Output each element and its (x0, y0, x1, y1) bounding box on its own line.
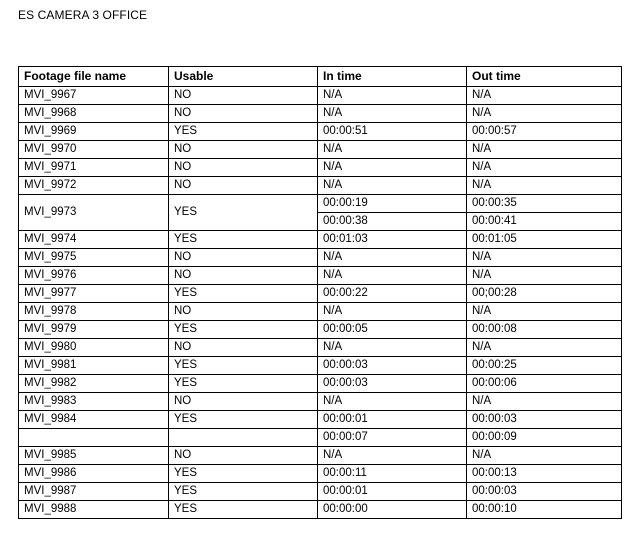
cell-file-name: MVI_9969 (19, 123, 169, 141)
cell-out-time: N/A (467, 267, 622, 285)
cell-file-name: MVI_9982 (19, 375, 169, 393)
cell-usable: NO (169, 447, 318, 465)
cell-in-time: 00:00:01 (318, 411, 467, 429)
cell-in-time: 00:01:03 (318, 231, 467, 249)
table-header-row (19, 67, 622, 87)
cell-in-time: N/A (318, 249, 467, 267)
cell-out-time: 00:00:25 (467, 357, 622, 375)
cell-file-name: MVI_9970 (19, 141, 169, 159)
table-row (19, 87, 622, 105)
cell-usable: NO (169, 159, 318, 177)
cell-out-time: N/A (467, 249, 622, 267)
header-out-time: Out time (467, 67, 622, 87)
table-row (19, 321, 622, 339)
cell-usable: YES (169, 285, 318, 303)
cell-file-name: MVI_9968 (19, 105, 169, 123)
table-row (19, 141, 622, 159)
cell-usable: YES (169, 231, 318, 249)
cell-out-time: 00:00:09 (467, 429, 622, 447)
cell-in-time: N/A (318, 105, 467, 123)
cell-usable: NO (169, 303, 318, 321)
table-row (19, 105, 622, 123)
table-row (19, 159, 622, 177)
cell-usable: YES (169, 357, 318, 375)
cell-out-time: 00:00:06 (467, 375, 622, 393)
cell-in-time: 00:00:03 (318, 375, 467, 393)
cell-out-time: N/A (467, 339, 622, 357)
cell-file-name: MVI_9985 (19, 447, 169, 465)
cell-out-time: 00;00:28 (467, 285, 622, 303)
cell-usable: YES (169, 321, 318, 339)
cell-file-name: MVI_9974 (19, 231, 169, 249)
header-in-time: In time (318, 67, 467, 87)
cell-usable: NO (169, 105, 318, 123)
cell-file-name: MVI_9979 (19, 321, 169, 339)
cell-out-time: N/A (467, 87, 622, 105)
cell-in-time: 00:00:51 (318, 123, 467, 141)
header-usable: Usable (169, 67, 318, 87)
cell-out-time: N/A (467, 105, 622, 123)
cell-out-time: 00:01:05 (467, 231, 622, 249)
cell-usable: YES (169, 465, 318, 483)
cell-out-time: 00:00:35 (467, 195, 622, 213)
cell-out-time: 00:00:08 (467, 321, 622, 339)
footage-table (18, 66, 622, 519)
cell-file-name (19, 429, 169, 447)
cell-out-time: N/A (467, 159, 622, 177)
table-body (19, 87, 622, 519)
cell-in-time: N/A (318, 177, 467, 195)
cell-out-time: 00:00:41 (467, 213, 622, 231)
cell-in-time: 00:00:05 (318, 321, 467, 339)
cell-file-name: MVI_9967 (19, 87, 169, 105)
cell-in-time: N/A (318, 339, 467, 357)
table-row (19, 357, 622, 375)
cell-in-time: N/A (318, 303, 467, 321)
table-row (19, 231, 622, 249)
cell-file-name: MVI_9988 (19, 501, 169, 519)
cell-file-name: MVI_9972 (19, 177, 169, 195)
cell-file-name: MVI_9987 (19, 483, 169, 501)
cell-file-name: MVI_9971 (19, 159, 169, 177)
cell-in-time: 00:00:38 (318, 213, 467, 231)
table-row (19, 249, 622, 267)
cell-usable: YES (169, 501, 318, 519)
cell-out-time: 00:00:10 (467, 501, 622, 519)
cell-out-time: N/A (467, 303, 622, 321)
cell-in-time: 00:00:03 (318, 357, 467, 375)
cell-out-time: 00:00:03 (467, 483, 622, 501)
cell-file-name: MVI_9986 (19, 465, 169, 483)
cell-in-time: 00:00:01 (318, 483, 467, 501)
table-row (19, 267, 622, 285)
table-row (19, 195, 622, 213)
cell-out-time: N/A (467, 141, 622, 159)
cell-usable: NO (169, 393, 318, 411)
table-row (19, 465, 622, 483)
cell-out-time: N/A (467, 177, 622, 195)
cell-out-time: N/A (467, 447, 622, 465)
cell-in-time: N/A (318, 141, 467, 159)
table-row (19, 285, 622, 303)
table-row (19, 375, 622, 393)
cell-file-name: MVI_9980 (19, 339, 169, 357)
cell-usable: NO (169, 141, 318, 159)
cell-in-time: N/A (318, 267, 467, 285)
cell-usable: NO (169, 339, 318, 357)
cell-usable: NO (169, 267, 318, 285)
cell-file-name: MVI_9976 (19, 267, 169, 285)
table-row (19, 483, 622, 501)
cell-in-time: N/A (318, 87, 467, 105)
cell-usable: YES (169, 195, 318, 231)
document-title: ES CAMERA 3 OFFICE (18, 8, 148, 22)
cell-in-time: 00:00:19 (318, 195, 467, 213)
table-row (19, 447, 622, 465)
cell-file-name: MVI_9977 (19, 285, 169, 303)
cell-usable: YES (169, 123, 318, 141)
cell-usable: NO (169, 249, 318, 267)
cell-usable: YES (169, 375, 318, 393)
cell-file-name: MVI_9978 (19, 303, 169, 321)
table-row (19, 429, 622, 447)
table-row (19, 177, 622, 195)
cell-in-time: N/A (318, 447, 467, 465)
cell-in-time: N/A (318, 393, 467, 411)
cell-file-name: MVI_9973 (19, 195, 169, 231)
header-footage-file-name: Footage file name (19, 67, 169, 87)
table-row (19, 411, 622, 429)
cell-out-time: N/A (467, 393, 622, 411)
cell-file-name: MVI_9984 (19, 411, 169, 429)
cell-usable: NO (169, 87, 318, 105)
table-row (19, 393, 622, 411)
table-row (19, 339, 622, 357)
cell-usable: YES (169, 483, 318, 501)
cell-in-time: 00:00:00 (318, 501, 467, 519)
cell-usable (169, 429, 318, 447)
cell-in-time: 00:00:11 (318, 465, 467, 483)
cell-in-time: 00:00:07 (318, 429, 467, 447)
table-row (19, 123, 622, 141)
cell-out-time: 00:00:03 (467, 411, 622, 429)
table-row (19, 501, 622, 519)
cell-out-time: 00:00:57 (467, 123, 622, 141)
cell-file-name: MVI_9981 (19, 357, 169, 375)
cell-in-time: N/A (318, 159, 467, 177)
cell-usable: YES (169, 411, 318, 429)
cell-in-time: 00:00:22 (318, 285, 467, 303)
cell-out-time: 00:00:13 (467, 465, 622, 483)
cell-file-name: MVI_9983 (19, 393, 169, 411)
table-row (19, 303, 622, 321)
cell-usable: NO (169, 177, 318, 195)
cell-file-name: MVI_9975 (19, 249, 169, 267)
